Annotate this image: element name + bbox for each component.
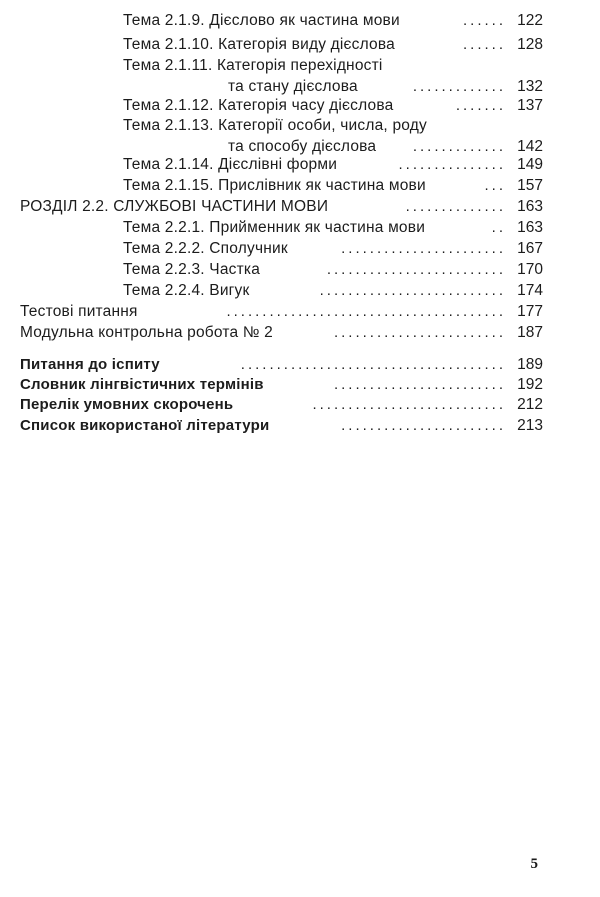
toc-entry-page: 170 — [517, 261, 543, 278]
toc-entry-page: 187 — [517, 324, 543, 341]
toc-entry — [0, 176, 600, 198]
dot-leader: ...... — [462, 36, 506, 53]
toc-entry-title-continued: та стану дієслова — [228, 78, 358, 95]
toc-entry — [0, 56, 600, 100]
toc-entry-page: 213 — [517, 417, 543, 434]
dot-leader: ... — [484, 177, 506, 194]
toc-entry-page: 142 — [517, 138, 543, 155]
dot-leader: .............. — [405, 198, 506, 215]
dot-leader: ........................... — [312, 396, 506, 413]
toc-entry-title: Тема 2.1.9. Дієслово як частина мови — [123, 12, 400, 29]
toc-entry-page: 163 — [517, 219, 543, 236]
dot-leader: ....................................... — [226, 303, 506, 320]
dot-leader: ............... — [398, 156, 506, 173]
toc-entry-title: Модульна контрольна робота № 2 — [20, 324, 273, 341]
toc-entry-page: 189 — [517, 356, 543, 373]
toc-entry-title: Тема 2.1.11. Категорія перехідності — [123, 57, 383, 74]
dot-leader: ....................... — [341, 240, 506, 257]
toc-entry-title: Тема 2.2.2. Сполучник — [123, 240, 288, 257]
toc-entry — [0, 239, 600, 261]
toc-entry-title: Тема 2.1.10. Категорія виду дієслова — [123, 36, 395, 53]
dot-leader: ....... — [455, 97, 506, 114]
toc-entry-page: 132 — [517, 78, 543, 95]
toc-entry-page: 122 — [517, 12, 543, 29]
dot-leader: ......................... — [326, 261, 506, 278]
toc-entry — [0, 155, 600, 177]
toc-entry-title: Перелік умовних скорочень — [20, 396, 234, 413]
toc-entry-title: РОЗДІЛ 2.2. СЛУЖБОВІ ЧАСТИНИ МОВИ — [20, 198, 329, 215]
dot-leader: ........................ — [333, 324, 506, 341]
toc-entry-page: 192 — [517, 376, 543, 393]
toc-entry-page: 128 — [517, 36, 543, 53]
toc-entry — [0, 11, 600, 33]
toc-entry-page: 177 — [517, 303, 543, 320]
toc-entry-title: Тестові питання — [20, 303, 138, 320]
dot-leader: ........................ — [333, 376, 506, 393]
toc-entry — [0, 416, 600, 438]
toc-entry — [0, 302, 600, 324]
toc-entry — [0, 375, 600, 397]
page-number: 5 — [530, 856, 538, 872]
toc-entry — [0, 323, 600, 345]
toc-entry-title: Тема 2.1.15. Прислівник як частина мови — [123, 177, 426, 194]
dot-leader: ...... — [462, 12, 506, 29]
toc-entry-title-continued: та способу дієслова — [228, 138, 377, 155]
dot-leader: .. — [491, 219, 506, 236]
dot-leader: ....................... — [341, 417, 506, 434]
toc-entry-title: Тема 2.1.12. Категорія часу дієслова — [123, 97, 394, 114]
toc-entry-page: 167 — [517, 240, 543, 257]
toc-entry — [0, 395, 600, 417]
toc-entry — [0, 96, 600, 118]
toc-entry-title: Тема 2.1.13. Категорії особи, числа, роду — [123, 117, 427, 134]
toc-entry-title: Тема 2.2.1. Прийменник як частина мови — [123, 219, 426, 236]
toc-entry — [0, 281, 600, 303]
toc-entry-page: 137 — [517, 97, 543, 114]
toc-entry — [0, 218, 600, 240]
dot-leader: ............. — [412, 138, 506, 155]
dot-leader: ..................................... — [240, 356, 506, 373]
toc-entry-page: 157 — [517, 177, 543, 194]
toc-entry-title: Питання до іспиту — [20, 356, 160, 373]
toc-entry-title: Тема 2.2.4. Вигук — [123, 282, 250, 299]
toc-entry-title: Словник лінгвістичних термінів — [20, 376, 264, 393]
toc-entry-page: 174 — [517, 282, 543, 299]
toc-entry — [0, 260, 600, 282]
toc-entry-title: Тема 2.1.14. Дієслівні форми — [123, 156, 338, 173]
toc-entry-page: 163 — [517, 198, 543, 215]
toc-section-entry — [0, 197, 600, 219]
dot-leader: ............. — [412, 78, 506, 95]
toc-entry — [0, 355, 600, 377]
toc-entry-page: 149 — [517, 156, 543, 173]
dot-leader: .......................... — [319, 282, 506, 299]
toc-entry — [0, 116, 600, 160]
toc-entry-page: 212 — [517, 396, 543, 413]
toc-entry-title: Список використаної літератури — [20, 417, 270, 434]
toc-entry-title: Тема 2.2.3. Частка — [123, 261, 261, 278]
toc-entry — [0, 35, 600, 57]
